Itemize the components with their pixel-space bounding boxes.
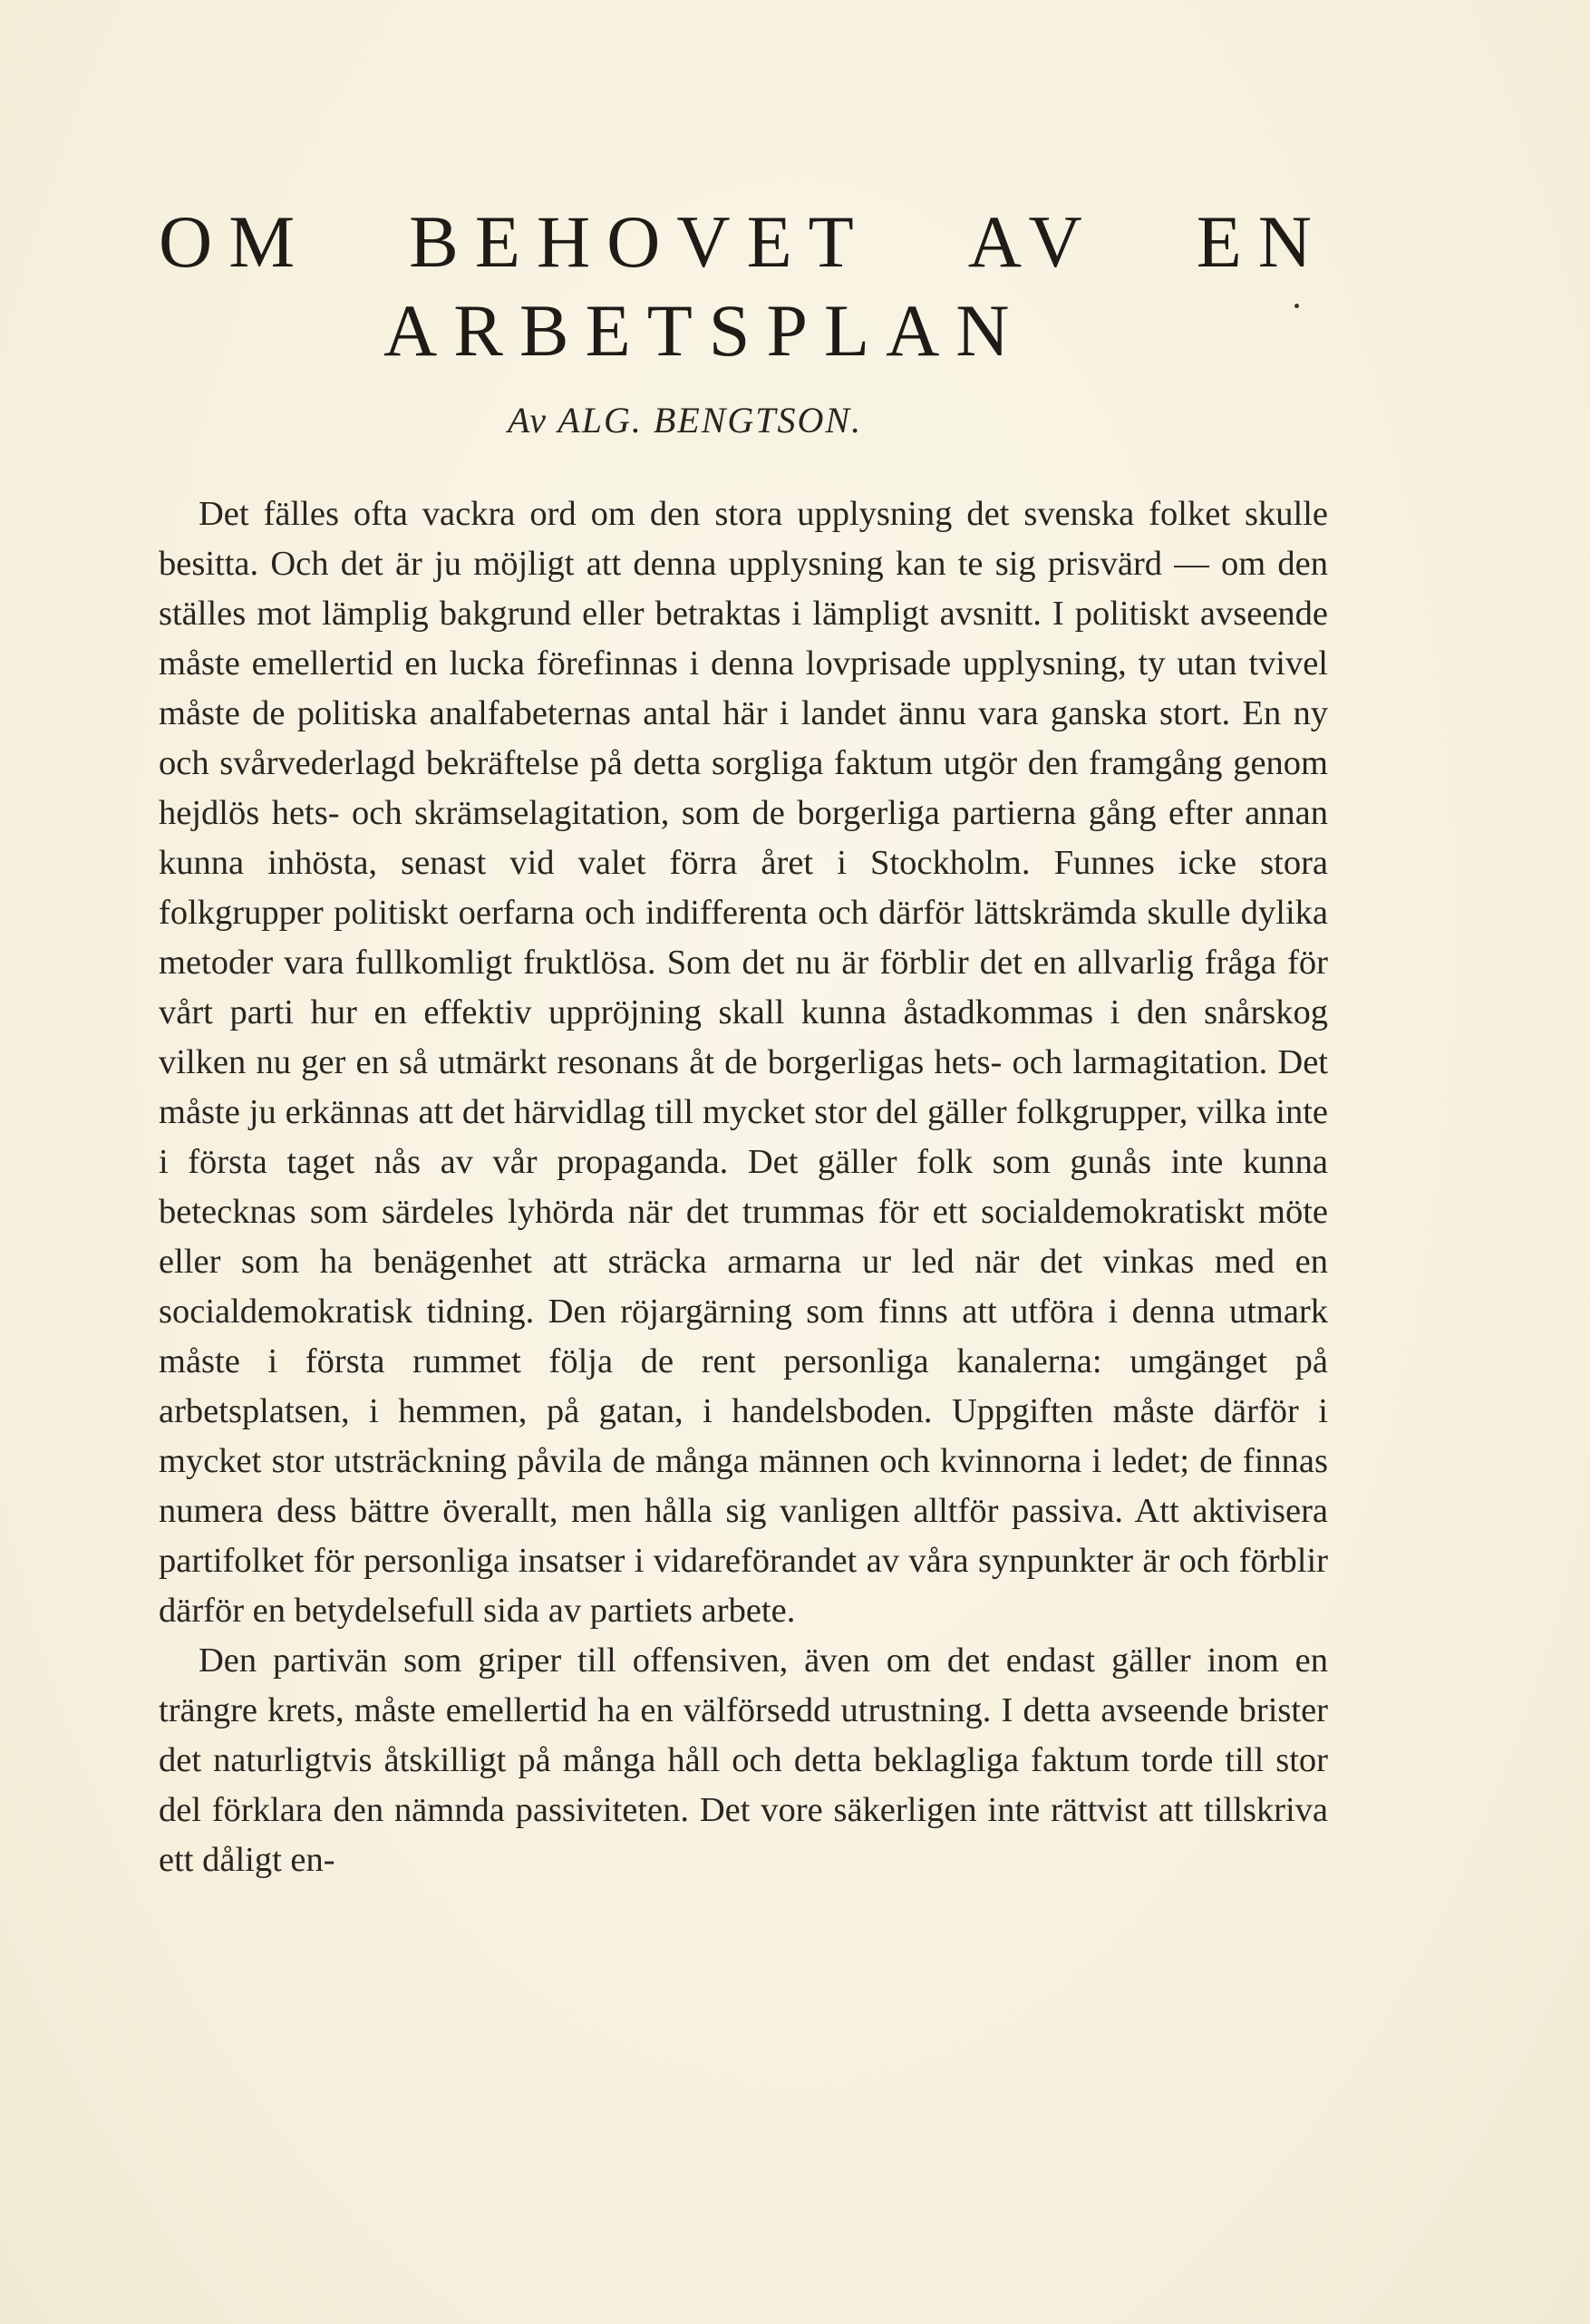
- title-word: EN: [1196, 200, 1328, 283]
- article-title-line-2: ARBETSPLAN: [383, 289, 1026, 372]
- print-speck: [1294, 304, 1299, 308]
- title-word: AV: [967, 200, 1099, 283]
- body-paragraph-2: Den partivän som griper till offensiven, även om det endast gäller inom en trängre krets, måste emellertid ha en välförsedd utrustning. I detta avseende brister det naturligtvis åtskilligt på många håll och detta beklagliga faktum torde till stor del förklara den nämnda passiviteten. Det vore säkerligen inte rättvist att tillskriva ett dåligt en-: [159, 1641, 1328, 1879]
- article-title-line-1: [159, 198, 1328, 286]
- article-body: [159, 489, 1328, 1885]
- article-title: [159, 198, 1337, 375]
- title-word: OM: [159, 200, 312, 283]
- article-byline: Av ALG. BENGTSON.: [508, 400, 863, 441]
- title-word: BEHOVET: [409, 200, 870, 283]
- body-paragraph-1: Det fälles ofta vackra ord om den stora upplysning det svenska folket skulle besitta. Och det är ju möjligt att denna upplysning kan te sig prisvärd — om den ställes mot lämplig bakgrund eller betraktas i lämpligt avsnitt. I politiskt avseende måste emellertid en lucka förefinnas i denna lovprisade upplysning, ty utan tvivel måste de politiska analfabeternas antal här i landet ännu vara ganska stort. En ny och svårvederlagd bekräftelse på detta sorgliga faktum utgör den framgång genom hejdlös hets- och skrämselagitation, som de borgerliga partierna gång efter annan kunna inhösta, senast vid valet förra året i Stockholm. Funnes icke stora folkgrupper politiskt oerfarna och indifferenta och därför lättskrämda skulle dylika metoder vara fullkomligt fruktlösa. Som det nu är förblir det en allvarlig fråga för vårt parti hur en effektiv uppröjning skall kunna åstadkommas i den snårskog vilken nu ger en så utmärkt resonans åt de borgerligas hets- och larmagitation. Det måste ju erkännas att det härvidlag till mycket stor del gäller folkgrupper, vilka inte i första taget nås av vår propaganda. Det gäller folk som gunås inte kunna betecknas som särdeles lyhörda när det trummas för ett socialdemokratiskt möte eller som ha benägenhet att sträcka armarna ur led när det vinkas med en socialdemokratisk tidning. Den röjargärning som finns att utföra i denna utmark måste i första rummet följa de rent personliga kanalerna: umgänget på arbetsplatsen, i hemmen, på gatan, i handelsboden. Uppgiften måste därför i mycket stor utsträckning påvila de många männen och kvinnorna i ledet; de finnas numera dess bättre överallt, men hålla sig vanligen alltför passiva. Att aktivisera partifolket för personliga insatser i vidareförandet av våra synpunkter är och förblir därför en betydelsefull sida av partiets arbete.: [159, 495, 1328, 1630]
